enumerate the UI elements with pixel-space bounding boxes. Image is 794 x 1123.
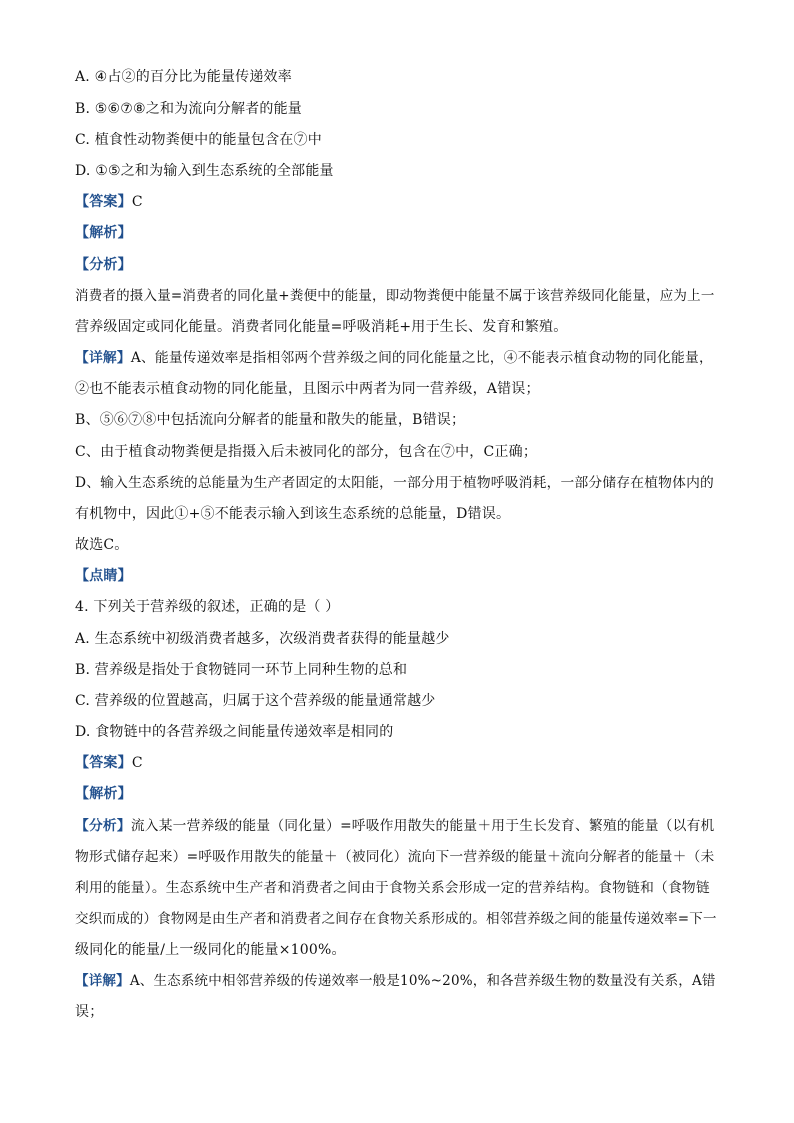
q3-xiangjie-line: C、由于植食动物粪便是指摄入后未被同化的部分，包含在⑦中，C正确；	[75, 444, 538, 460]
xiangjie-text: A、生态系统中相邻营养级的传递效率一般是10%~20%，和各营养级生物的数量没有关系，A错	[129, 973, 716, 989]
q4-option-d: D. 食物链中的各营养级之间能量传递效率是相同的	[75, 724, 394, 740]
q3-answer	[75, 193, 143, 211]
answer-value: C	[131, 194, 143, 210]
q3-xiangjie-line	[75, 349, 713, 367]
xiangjie-tag: 【详解】	[75, 350, 131, 366]
jiexi-tag: 【解析】	[75, 786, 132, 802]
q3-dianjing-heading	[75, 567, 132, 585]
q4-option-a: A. 生态系统中初级消费者越多，次级消费者获得的能量越少	[75, 631, 450, 647]
q4-jiexi-heading	[75, 785, 132, 803]
q3-option-a: A. ④占②的百分比为能量传递效率	[75, 69, 292, 85]
fenxi-tag: 【分析】	[75, 818, 131, 834]
q4-fenxi-line: 物形式储存起来）=呼吸作用散失的能量＋（被同化）流向下一营养级的能量＋流向分解者的能量＋（未	[75, 849, 715, 865]
q4-xiangjie-line: 误；	[75, 1004, 104, 1020]
q3-option-d: D. ①⑤之和为输入到生态系统的全部能量	[75, 163, 334, 179]
q3-fenxi-line: 营养级固定或同化能量。消费者同化能量=呼吸消耗+用于生长、发育和繁殖。	[75, 319, 568, 335]
q3-fenxi-heading	[75, 256, 132, 274]
q3-xiangjie-line: D、输入生态系统的总能量为生产者固定的太阳能，一部分用于植物呼吸消耗，一部分储存在植物体内的	[75, 475, 714, 491]
q3-jiexi-heading	[75, 224, 132, 242]
q3-option-c: C. 植食性动物粪便中的能量包含在⑦中	[75, 132, 322, 148]
q3-xiangjie-line: B、⑤⑥⑦⑧中包括流向分解者的能量和散失的能量，B错误；	[75, 412, 466, 428]
jiexi-tag: 【解析】	[75, 225, 132, 241]
q4-fenxi-line: 利用的能量）。生态系统中生产者和消费者之间由于食物关系会形成一定的营养结构。食物链和（食物链	[75, 880, 710, 896]
answer-tag: 【答案】	[75, 194, 132, 210]
xiangjie-text: A、能量传递效率是指相邻两个营养级之间的同化能量之比，④不能表示植食动物的同化能量，	[130, 350, 713, 366]
q4-answer	[75, 754, 143, 772]
q4-fenxi-line: 级同化的能量/上一级同化的能量×100%。	[75, 942, 346, 958]
q4-fenxi-line	[75, 817, 715, 835]
q4-fenxi-line: 交织而成的）食物网是由生产者和消费者之间存在食物关系形成的。相邻营养级之间的能量传递效率=下一	[75, 911, 717, 927]
dianjing-tag: 【点睛】	[75, 568, 132, 584]
xiangjie-tag: 【详解】	[75, 973, 130, 989]
answer-value: C	[131, 755, 143, 771]
q3-xiangjie-line: ②也不能表示植食动物的同化能量，且图示中两者为同一营养级，A错误；	[75, 381, 540, 397]
q3-fenxi-line: 消费者的摄入量=消费者的同化量+粪便中的能量，即动物粪便中能量不属于该营养级同化能量，应为上一	[75, 288, 715, 304]
answer-tag: 【答案】	[75, 755, 132, 771]
q3-option-b: B. ⑤⑥⑦⑧之和为流向分解者的能量	[75, 101, 302, 117]
q4-option-c: C. 营养级的位置越高，归属于这个营养级的能量通常越少	[75, 693, 436, 709]
fenxi-text: 流入某一营养级的能量（同化量）=呼吸作用散失的能量＋用于生长发育、繁殖的能量（以有机	[130, 818, 715, 834]
q4-option-b: B. 营养级是指处于食物链同一环节上同种生物的总和	[75, 662, 408, 678]
q3-conclusion: 故选C。	[75, 537, 129, 553]
fenxi-tag: 【分析】	[75, 257, 132, 273]
q4-xiangjie-line	[75, 972, 716, 990]
q4-stem: 4. 下列关于营养级的叙述，正确的是（ ）	[75, 599, 340, 615]
q3-xiangjie-line: 有机物中，因此①+⑤不能表示输入到该生态系统的总能量，D错误。	[75, 506, 511, 522]
